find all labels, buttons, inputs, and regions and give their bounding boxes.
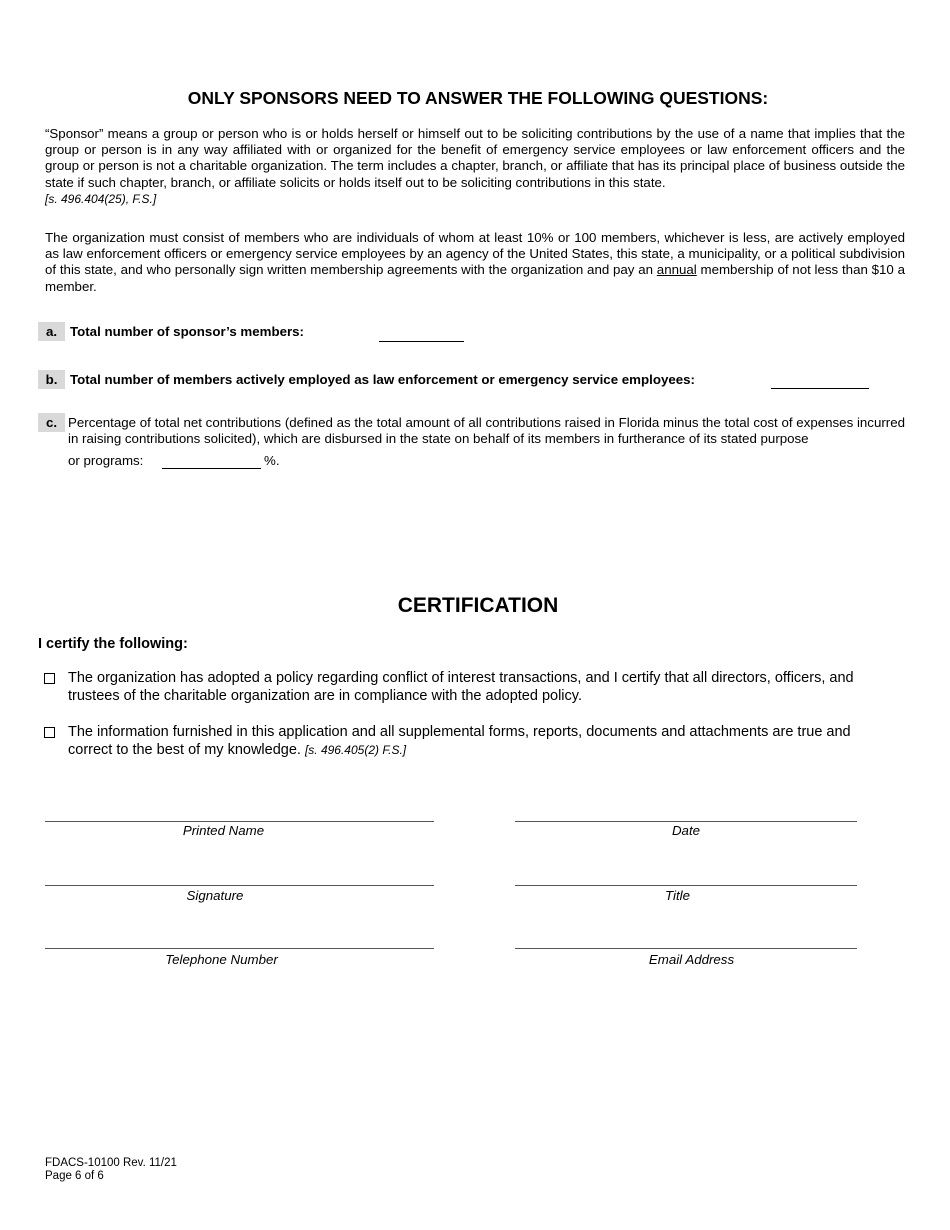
question-c [38,413,70,432]
sponsor-definition-citation: [s. 496.404(25), F.S.] [45,191,157,206]
certify-item-text: The organization has adopted a policy regarding conflict of interest transactions, and I certify that all directors, officers, and trustees of the charitable organization are in compliance with the adopted policy. [68,670,854,704]
date-line[interactable] [515,820,857,822]
certify-intro: I certify the following: [38,636,188,652]
certify-item-citation: [s. 496.405(2) F.S.] [304,743,407,757]
membership-text-before: The organization must consist of members who are individuals of whom at least 10% or 100 members, whichever is less, are actively employed as law enforcement officers or emergency service employees by an agency of the United States, this state, a municipality, or a political subdivision of this state, and who personally sign written membership agreements with the organization and pay an [45,230,905,278]
true-correct-checkbox[interactable] [44,727,55,738]
question-a-label: a. [38,322,65,341]
footer [45,1157,177,1183]
sponsor-definition-text: “Sponsor” means a group or person who is or holds herself or himself out to be soliciting contributions by the use of a name that implies that the group or person is in any way affiliated with or organized for the benefit of emergency service employees or law enforcement officers and the group or person is not a charitable organization. The term includes a chapter, branch, or affiliate that has its principal place of business outside the state if such chapter, branch, or affiliate solicits or holds itself out to be soliciting contributions in this state. [45,126,905,190]
telephone-label: Telephone Number [165,952,278,967]
question-a [38,322,304,341]
certification-title: CERTIFICATION [397,594,559,617]
question-b [38,370,695,389]
membership-annual: annual [656,262,697,278]
membership-text-after: membership of not less than $10 a member. [45,262,905,294]
date-label: Date [671,823,701,838]
telephone-line[interactable] [45,947,434,949]
email-line[interactable] [515,947,857,949]
page-title: ONLY SPONSORS NEED TO ANSWER THE FOLLOWING QUESTIONS: [187,88,769,108]
question-b-text: Total number of members actively employed as law enforcement or emergency service employees: [70,372,695,387]
employed-members-field[interactable] [771,387,869,389]
certify-item-true-correct [44,723,884,759]
question-b-label: b. [38,370,65,389]
certify-item-conflict-policy [44,669,884,705]
conflict-policy-checkbox[interactable] [44,673,55,684]
membership-requirement [45,230,905,295]
certify-item-text: The information furnished in this application and all supplemental forms, reports, documents and attachments are true and correct to the best of my knowledge. [68,724,851,758]
signature-label: Signature [186,888,244,903]
title-line[interactable] [515,884,857,886]
printed-name-label: Printed Name [182,823,265,838]
question-c-text: Percentage of total net contributions (defined as the total amount of all contributions raised in Florida minus the total cost of expenses incurred in raising contributions solicited), which are disbursed in the state on behalf of its members in furtherance of its stated purpose [68,415,905,447]
printed-name-line[interactable] [45,820,434,822]
question-c-label: c. [38,413,65,432]
form-id: FDACS-10100 Rev. 11/21 [45,1157,177,1169]
signature-line[interactable] [45,884,434,886]
page-number: Page 6 of 6 [45,1170,104,1182]
sponsor-members-field[interactable] [379,340,464,342]
title-label: Title [664,888,690,903]
sponsor-definition [45,126,905,207]
percentage-field[interactable] [162,467,261,469]
email-label: Email Address [648,952,735,967]
percent-suffix: %. [264,453,280,468]
question-c-end: or programs: [68,453,144,468]
question-a-text: Total number of sponsor’s members: [70,324,304,339]
